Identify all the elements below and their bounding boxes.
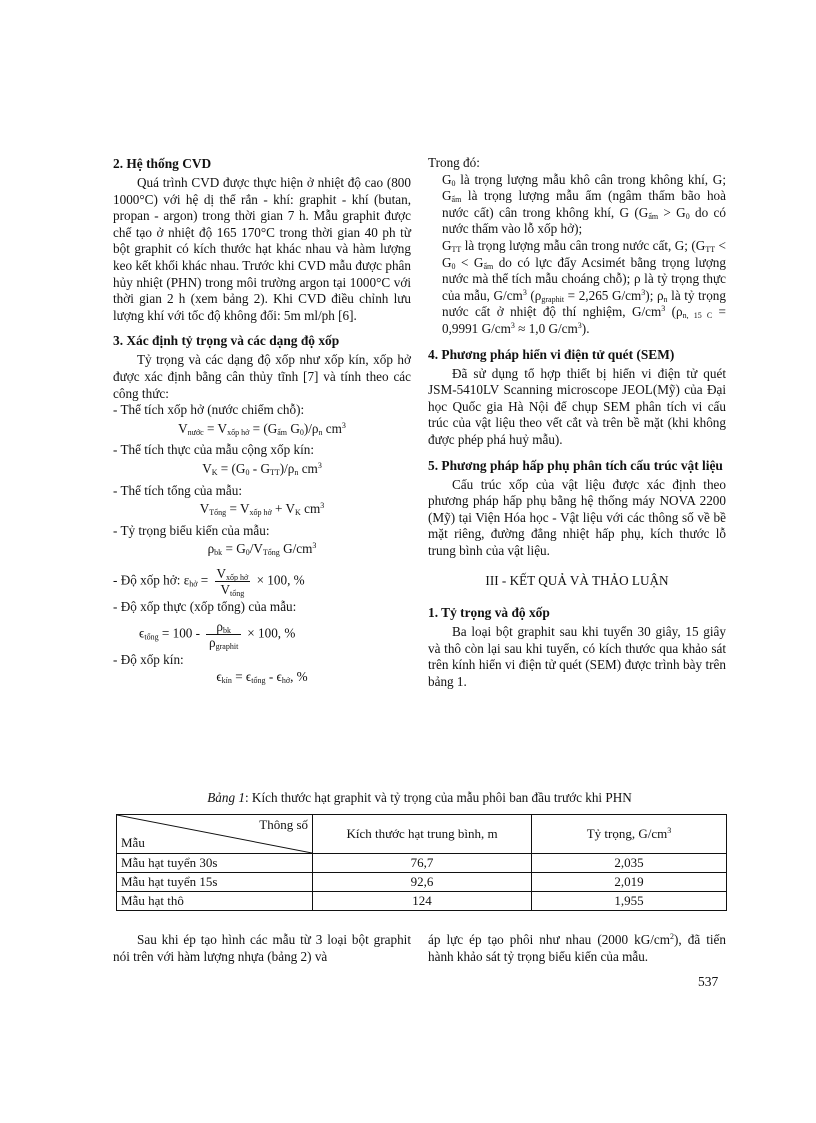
fraction-open-porosity: $\frac{V_{xốp hở}}{V_{tổng}}$ bbox=[216, 565, 249, 598]
result-1-body: Ba loại bột graphit sau khi tuyển 30 giây, 15 giây và thô còn lại sau khi tuyển, có kích thước qua khảo sát trên kính hiển vi điện tử quét (SEM) được trình bày trên bảng 1. bbox=[428, 624, 726, 689]
formula-total-volume: $V_{Tổng} = V_{xốp hở} + V_K$ $cm^3$ bbox=[199, 501, 325, 518]
section-2-title: 2. Hệ thống CVD bbox=[113, 156, 212, 171]
header-particle-size: Kích thước hạt trung bình, m bbox=[313, 815, 532, 854]
row-sample-name: Mẫu hạt tuyển 30s bbox=[117, 854, 313, 873]
formula-apparent-density: $\rho_{bk} = G_0/V_{Tổng}$ $G/cm^3$ bbox=[207, 541, 317, 558]
section-5-title: 5. Phương pháp hấp phụ phân tích cấu trúc vật liệu bbox=[428, 457, 723, 473]
row-size: 92,6 bbox=[313, 873, 532, 892]
left-column bbox=[113, 155, 411, 686]
row-sample-name: Mẫu hạt thô bbox=[117, 892, 313, 911]
row-density: 2,035 bbox=[532, 854, 727, 873]
item-real-porosity: - Độ xốp thực (xốp tổng) của mẫu: bbox=[113, 598, 297, 614]
row-sample-name: Mẫu hạt tuyển 15s bbox=[117, 873, 313, 892]
fraction-total-porosity: $\frac{\rho_{bk}}{\rho_{graphit}}$ bbox=[206, 619, 241, 650]
table-caption bbox=[113, 790, 726, 807]
table-header-row bbox=[117, 815, 727, 854]
item-open-pore-volume: - Thể tích xốp hở (nước chiếm chỗ): bbox=[113, 402, 305, 418]
section-3-title: 3. Xác định tỷ trọng và các dạng độ xốp bbox=[113, 333, 340, 349]
section-5-body: Cấu trúc xốp của vật liệu được xác định theo phương pháp hấp phụ bằng hệ thống máy NOVA 2200 (Mỹ) tại Viện Hóa học - Vật liệu với các thông số về bề mặt riêng, đường đẳng nhiệt hấp phụ, kích thước lỗ trung bình của vật liệu. bbox=[428, 476, 726, 558]
bottom-right-paragraph: áp lực ép tạo phôi như nhau (2000 $kG/cm^2$), đã tiến hành khảo sát tỷ trọng biểu kiến của mẫu. bbox=[428, 932, 726, 964]
section-2-body: Quá trình CVD được thực hiện ở nhiệt độ cao (800 1000°C) với hệ dị thể rắn - khí: graphit - khí (butan, propan - argon) trong thời gian 7 h. Mẫu graphit được chế tạo ở nhiệt độ 165 170°C trong thời gian 40 ph từ bột graphit có kích thước hạt khác nhau và hàm lượng keo kết khối khác nhau. Trước khi CVD mẫu được phân hủy nhiệt (PHN) trong môi trường argon tại 1000°C với thời gian 2 h (xem bảng 2). Khi CVD điều chỉnh lưu lượng khí với tốc độ không đổi: 5m ml/ph [6]. bbox=[113, 175, 411, 323]
table-caption-text: : Kích thước hạt graphit và tỷ trọng của mẫu phôi ban đầu trước khi PHN bbox=[244, 790, 632, 805]
table-row bbox=[117, 854, 727, 873]
table-row bbox=[117, 873, 727, 892]
formula-closed-porosity: $\epsilon_{kín} = \epsilon_{tổng} - \epsilon_{hở}$, % bbox=[216, 669, 308, 686]
formula-real-volume: $V_K = (G_0 - G_{TT})/\rho_n$ $cm^3$ bbox=[202, 460, 322, 477]
item-apparent-density: - Tỷ trọng biểu kiến của mẫu: bbox=[113, 522, 270, 538]
part-3-title: III - KẾT QUẢ VÀ THẢO LUẬN bbox=[485, 573, 669, 589]
definition-weights: $G_0$ là trọng lượng mẫu khô cân trong không khí, G; $G_{ẩm}$ là trọng lượng mẫu ẩm (ngâm thấm bão hoà nước cất) cân trong không khí, G ($G_{ẩm} > G_0$ do có nước thấm vào lỗ xốp hở); bbox=[442, 171, 727, 237]
where-label: Trong đó: bbox=[428, 155, 480, 170]
row-density: 1,955 bbox=[532, 892, 727, 911]
header-diagonal-cell bbox=[117, 815, 313, 854]
header-sample: Mẫu bbox=[121, 835, 145, 850]
formula-open-porosity: - Độ xốp hở: $\varepsilon_{hở}$ = $\frac{V_{xốp hở}}{V_{tổng}}$ × 100, % bbox=[113, 565, 305, 598]
data-table bbox=[116, 814, 727, 911]
formula-open-pore-volume: $V_{nước} = V_{xốp hở} = (G_{ẩm}$ $G_0)/\rho_n$ $cm^3$ bbox=[178, 420, 346, 437]
bottom-left-paragraph: Sau khi ép tạo hình các mẫu từ 3 loại bột graphit nói trên với hàm lượng nhựa (bảng 2) và bbox=[113, 932, 411, 964]
section-4-body: Đã sử dụng tổ hợp thiết bị hiển vi điện tử quét JSM-5410LV Scanning microscope JEOL(Mỹ) của Đại học Quốc gia Hà Nội để chụp SEM phân tích vi cấu trúc của vật liệu theo vết cắt và trên bề mặt (khi không được phép phá huỷ mẫu). bbox=[428, 365, 726, 447]
right-column bbox=[428, 155, 726, 690]
section-3-intro: Tỷ trọng và các dạng độ xốp như xốp kín, xốp hở được xác định bằng cân thủy tĩnh [7] và tính theo các công thức: bbox=[113, 352, 411, 401]
header-density: Tỷ trọng, $G/cm^3$ bbox=[532, 815, 727, 854]
definition-water-weight: $G_{TT}$ là trọng lượng mẫu cân trong nước cất, G; ($G_{TT} < G_0 < G_{ẩm}$ do có lực đẩy Acsimét bằng trọng lượng nước mà thể tích mẫu choáng chỗ); ρ là tỷ trọng thực của mẫu, $G/cm^3$ ($\rho_{graphit} = 2,265$ $G/cm^3$); $\rho_n$ là tỷ trọng nước cất ở nhiệt độ thí nghiệm, $G/cm^3$ ($\rho_{n, 15 C} = 0,9991$ $G/cm^3 \approx 1,0$ $G/cm^3$). bbox=[442, 237, 726, 336]
page-number: 537 bbox=[698, 974, 719, 989]
table-caption-label: Bảng 1 bbox=[207, 790, 245, 805]
header-params: Thông số bbox=[259, 817, 308, 832]
row-size: 76,7 bbox=[313, 854, 532, 873]
result-1-title: 1. Tỷ trọng và độ xốp bbox=[428, 605, 550, 621]
item-real-volume: - Thể tích thực của mẫu cộng xốp kín: bbox=[113, 442, 314, 458]
row-size: 124 bbox=[313, 892, 532, 911]
item-closed-porosity: - Độ xốp kín: bbox=[113, 652, 184, 668]
table-row bbox=[117, 892, 727, 911]
row-density: 2,019 bbox=[532, 873, 727, 892]
item-total-volume: - Thể tích tổng của mẫu: bbox=[113, 482, 243, 498]
section-4-title: 4. Phương pháp hiển vi điện tử quét (SEM) bbox=[428, 346, 675, 362]
formula-total-porosity: $\epsilon_{tổng} = 100$ - $\frac{\rho_{bk}}{\rho_{graphit}}$ × 100, % bbox=[139, 619, 296, 652]
